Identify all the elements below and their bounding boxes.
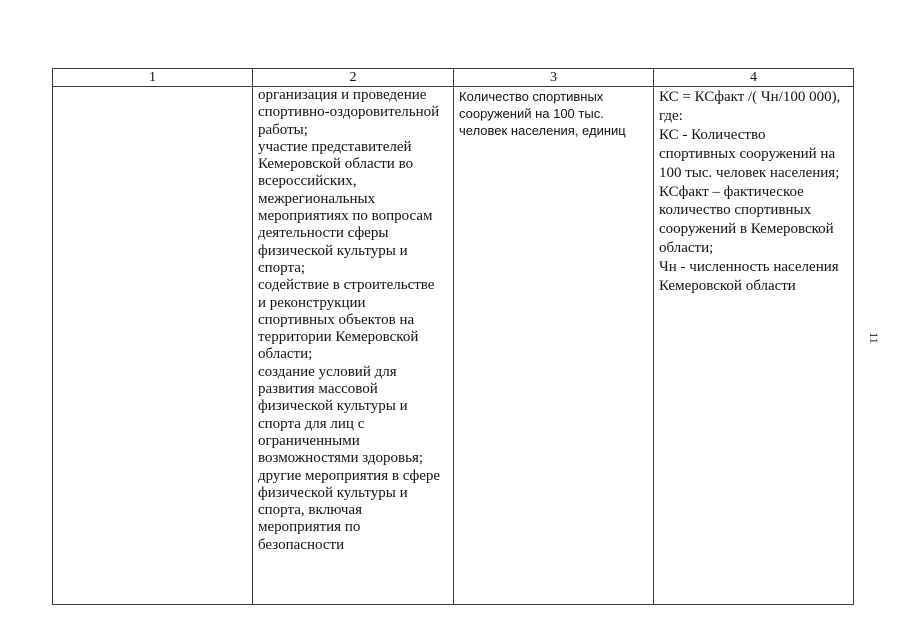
activities-text	[253, 87, 453, 554]
header-col-1: 1	[53, 69, 253, 87]
text-line: участие представителей	[258, 138, 412, 155]
text-line: КС = КСфакт /( Чн/100 000),	[659, 89, 841, 105]
text-line: безопасности	[258, 536, 345, 553]
text-line: спортивных объектов на	[258, 311, 415, 328]
header-col-4: 4	[654, 69, 854, 87]
cell-col-2-activities	[253, 87, 454, 605]
text-line: сооружений в Кемеровской	[659, 221, 834, 238]
text-line: деятельности сферы	[258, 225, 389, 242]
indicator-table	[52, 68, 854, 605]
text-line: и реконструкции	[258, 294, 366, 311]
text-line: развития массовой	[258, 381, 378, 398]
text-line: физической культуры и	[258, 484, 408, 501]
page-number: 11	[866, 332, 881, 344]
header-col-2: 2	[253, 69, 454, 87]
text-line: мероприятия по	[258, 519, 361, 536]
formula-text	[654, 87, 853, 296]
text-line: Кемеровской области	[659, 278, 796, 295]
text-line: КС - Количество	[659, 126, 766, 143]
text-line: Кемеровской области во	[258, 156, 414, 173]
text-line: работы;	[258, 121, 308, 138]
cell-col-3-indicator	[454, 87, 654, 605]
text-line: организация и проведение	[258, 87, 427, 103]
text-line: спорта, включая	[258, 502, 362, 519]
text-line: возможностями здоровья;	[258, 450, 424, 467]
table-header-row	[53, 69, 854, 87]
text-line: количество спортивных	[659, 202, 812, 219]
text-line: содействие в строительстве	[258, 277, 435, 294]
text-line: физической культуры и	[258, 398, 408, 415]
text-line: всероссийских,	[258, 173, 357, 190]
text-line: другие мероприятия в сфере	[258, 467, 441, 484]
text-line: территории Кемеровской	[258, 329, 419, 346]
text-line: физической культуры и	[258, 242, 408, 259]
cell-col-4-formula	[654, 87, 854, 605]
text-line: мероприятиях по вопросам	[258, 208, 433, 225]
text-line: создание условий для	[258, 363, 397, 380]
cell-col-1-empty	[53, 87, 253, 605]
text-line: Количество спортивных	[459, 89, 604, 104]
indicator-text	[454, 87, 653, 139]
text-line: межрегиональных	[258, 190, 376, 207]
text-line: области;	[659, 240, 714, 257]
text-line: спортивных сооружений на	[659, 145, 836, 162]
text-line: спортивно-оздоровительной	[258, 104, 440, 121]
text-line: спорта;	[258, 259, 306, 276]
text-line: 100 тыс. человек населения;	[659, 164, 840, 181]
text-line: ограниченными	[258, 432, 360, 449]
text-line: сооружений на 100 тыс.	[459, 106, 604, 121]
text-line: области;	[258, 346, 313, 363]
text-line: человек населения, единиц	[459, 123, 626, 138]
text-line: Чн - численность населения	[659, 259, 839, 276]
table-row	[53, 87, 854, 605]
text-line: КСфакт – фактическое	[659, 183, 804, 200]
header-col-3: 3	[454, 69, 654, 87]
text-line: где:	[659, 107, 683, 124]
text-line: спорта для лиц с	[258, 415, 365, 432]
